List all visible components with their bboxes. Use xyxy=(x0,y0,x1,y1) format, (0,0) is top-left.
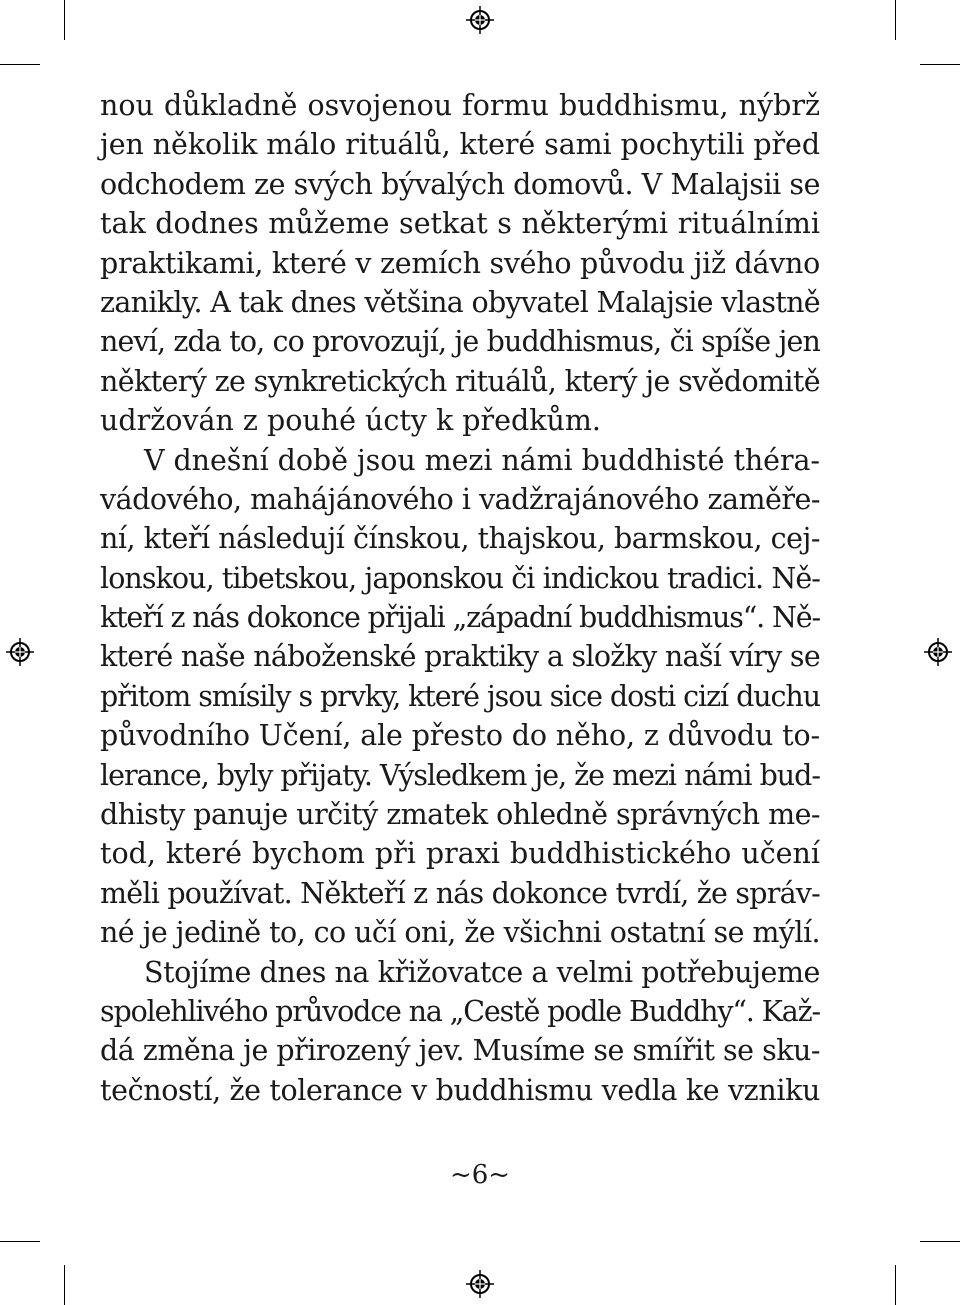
text-line: vádového, mahájánového i vadžrajánového zaměře- xyxy=(100,482,820,516)
crop-mark-top-left-h xyxy=(0,64,40,65)
text-line: přitom smísily s prvky, které jsou sice dosti cizí duchu xyxy=(100,679,820,713)
text-line: ní, kteří následují čínskou, thajskou, barmskou, cej- xyxy=(100,522,820,556)
crop-mark-top-right-h xyxy=(920,64,960,65)
text-line: tod, které bychom při praxi buddhistického učení xyxy=(100,837,820,871)
text-line: praktikami, které v zemích svého původu již dávno xyxy=(100,246,820,280)
text-line: neví, zda to, co provozují, je buddhismus, či spíše jen xyxy=(100,325,820,359)
registration-mark-top-icon xyxy=(466,6,494,34)
crop-mark-bottom-left-v xyxy=(64,1265,65,1305)
text-line: původního Učení, ale přesto do něho, z důvodu to- xyxy=(100,719,820,753)
text-line: udržován z pouhé úcty k předkům. xyxy=(100,404,601,438)
crop-mark-top-right-v xyxy=(895,0,896,40)
text-line: V dnešní době jsou mezi námi buddhisté théra- xyxy=(144,443,820,477)
text-line: dhisty panuje určitý zmatek ohledně správných me- xyxy=(100,798,820,832)
text-line: tečností, že tolerance v buddhismu vedla ke vzniku xyxy=(100,1073,820,1107)
text-line: kteří z nás dokonce přijali „západní buddhismus“. Ně- xyxy=(100,601,820,635)
page-number: ~6~ xyxy=(449,1160,511,1190)
crop-mark-bottom-left-h xyxy=(0,1241,40,1242)
crop-mark-bottom-right-h xyxy=(920,1241,960,1242)
registration-mark-bottom-icon xyxy=(466,1270,494,1298)
text-line: měli používat. Někteří z nás dokonce tvrdí, že správ- xyxy=(100,876,820,910)
text-line: odchodem ze svých bývalých domovů. V Malajsii se xyxy=(100,167,820,201)
text-line: jen několik málo rituálů, které sami pochytili před xyxy=(100,128,820,162)
registration-mark-right-icon xyxy=(924,638,952,666)
text-line: které naše náboženské praktiky a složky naší víry se xyxy=(100,640,820,674)
text-line: lerance, byly přijaty. Výsledkem je, že mezi námi bud- xyxy=(100,758,820,792)
registration-mark-left-icon xyxy=(6,638,34,666)
text-line: nou důkladně osvojenou formu buddhismu, nýbrž xyxy=(100,89,820,122)
text-line: né je jedině to, co učí oni, že všichni ostatní se mýlí. xyxy=(100,916,820,950)
text-line: Stojíme dnes na křižovatce a velmi potřebujeme xyxy=(144,955,820,989)
crop-mark-bottom-right-v xyxy=(895,1265,896,1305)
text-line: zanikly. A tak dnes většina obyvatel Malajsie vlastně xyxy=(100,285,820,319)
text-line: spolehlivého průvodce na „Cestě podle Buddhy“. Kaž- xyxy=(100,994,820,1028)
crop-mark-top-left-v xyxy=(64,0,65,40)
text-line: dá změna je přirozený jev. Musíme se smířit se sku- xyxy=(100,1034,820,1068)
text-line: lonskou, tibetskou, japonskou či indickou tradici. Ně- xyxy=(100,561,820,595)
body-text xyxy=(100,86,820,1110)
text-line: některý ze synkretických rituálů, který je svědomitě xyxy=(100,364,820,398)
text-line: tak dodnes můžeme setkat s některými rituálními xyxy=(100,207,820,241)
